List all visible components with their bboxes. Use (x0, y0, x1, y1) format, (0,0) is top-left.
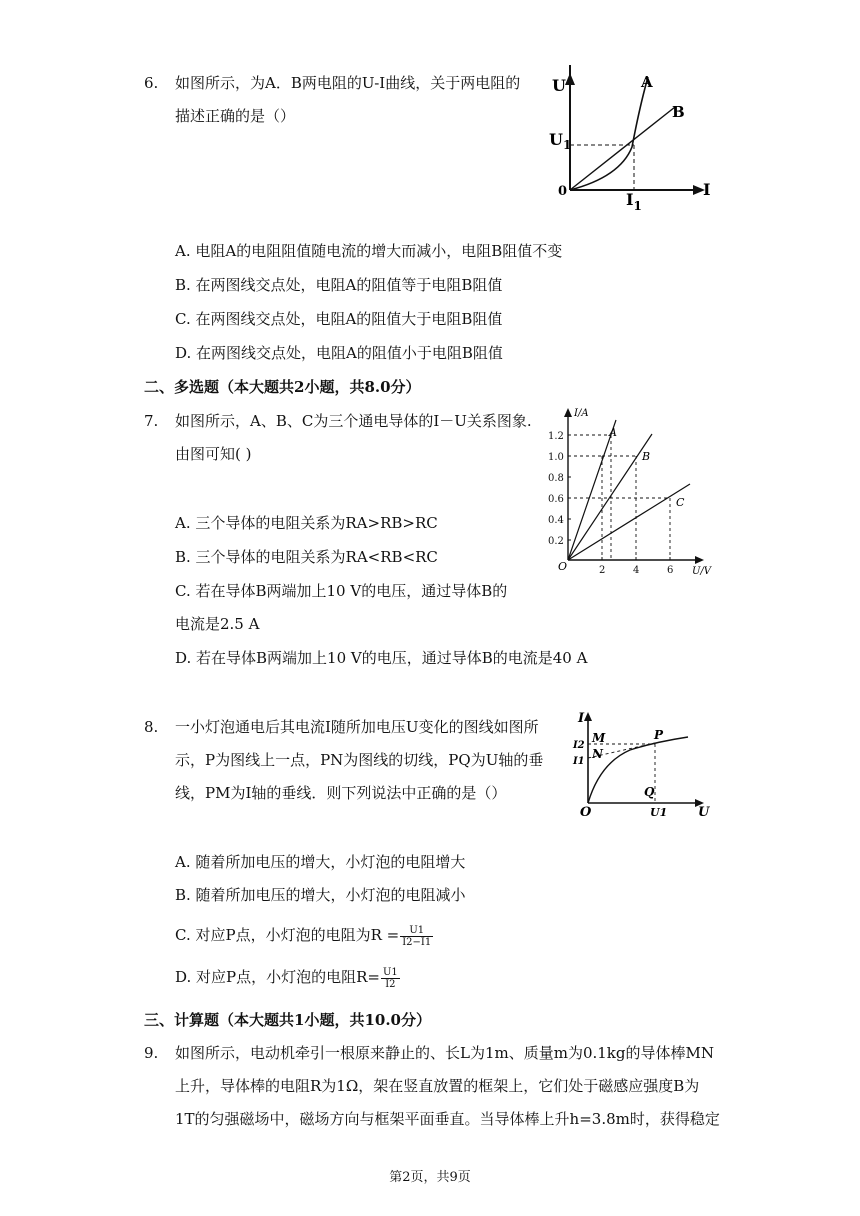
q8-option-c-text: C. 对应P点，小灯泡的电阻为R = (175, 926, 400, 944)
q9-text-line2: 上升，导体棒的电阻R为1Ω，架在竖直放置的框架上，它们处于磁感应强度B为 (175, 1077, 700, 1095)
q7-option-a: A. 三个导体的电阻关系为RA>RB>RC (175, 514, 438, 532)
section-multiple-choice-title: 二、多选题（本大题共2小题，共8.0分） (144, 378, 421, 396)
q6-line-b-label: B (672, 103, 685, 121)
section-calculation-title: 三、计算题（本大题共1小题，共10.0分） (144, 1011, 431, 1029)
q7-line-a-label: A (609, 426, 617, 439)
q8-x-axis-label: U (698, 805, 710, 820)
q8-p-label: P (654, 728, 664, 742)
q7-line-c-label: C (676, 496, 685, 509)
q7-y-axis-label: I/A (574, 408, 589, 419)
q7-iu-graph (540, 402, 720, 577)
q7-xtick-2: 2 (599, 565, 606, 576)
q7-ytick-1-2: 1.2 (548, 431, 564, 442)
q8-y-axis-label: I (578, 711, 585, 726)
q7-ytick-0-6: 0.6 (548, 494, 564, 505)
q7-ytick-0-2: 0.2 (548, 536, 564, 547)
q7-xtick-6: 6 (667, 565, 674, 576)
q7-line-b-label: B (642, 450, 651, 463)
q8-text-line3: 线，PM为I轴的垂线．则下列说法中正确的是（） (175, 784, 507, 802)
q6-x-axis-label: I (703, 180, 711, 199)
q6-text-line1: 如图所示，为A．B两电阻的U-I曲线，关于两电阻的 (175, 74, 521, 92)
q8-option-a: A. 随着所加电压的增大，小灯泡的电阻增大 (175, 853, 466, 871)
q8-option-c (175, 922, 434, 948)
q8-q-label: Q (644, 785, 655, 799)
q8-m-label: M (592, 731, 606, 745)
q8-iu-graph (570, 708, 715, 823)
q6-y-axis-label: U (552, 76, 566, 95)
q7-option-d: D. 若在导体B两端加上10 V的电压，通过导体B的电流是40 A (175, 649, 588, 667)
q9-number: 9. (144, 1044, 159, 1062)
q7-option-b: B. 三个导体的电阻关系为RA<RB<RC (175, 548, 438, 566)
q6-i1-label: $I_1$ (626, 190, 642, 213)
q8-i1-label: I1 (573, 756, 585, 767)
q6-number: 6. (144, 74, 159, 92)
q8-i2-label: I2 (573, 740, 585, 751)
q7-ytick-0-8: 0.8 (548, 473, 564, 484)
q8-option-c-fraction: $\frac{U1}{I2-I1}$ (402, 924, 432, 948)
q6-text-line2: 描述正确的是（） (175, 107, 296, 125)
q6-option-b: B. 在两图线交点处，电阻A的阻值等于电阻B阻值 (175, 276, 503, 294)
q7-origin-label: O (558, 560, 568, 573)
q7-text-line2: 由图可知( ) (175, 445, 252, 463)
q7-xtick-4: 4 (633, 565, 640, 576)
q7-number: 7. (144, 412, 159, 430)
q7-x-axis-label: U/V (692, 566, 712, 577)
q7-text-line1: 如图所示，A、B、C为三个通电导体的I－U关系图象. (175, 412, 532, 430)
q6-u1-label: $U_1$ (549, 130, 572, 152)
q7-ytick-0-4: 0.4 (548, 515, 564, 526)
q6-option-a: A. 电阻A的电阻阻值随电流的增大而减小，电阻B阻值不变 (175, 242, 563, 260)
q8-option-d-fraction: $\frac{U1}{I2}$ (382, 966, 398, 990)
q7-option-c: C. 若在导体B两端加上10 V的电压，通过导体B的 (175, 582, 508, 600)
q6-curve-a-label: A (641, 73, 653, 91)
q6-option-c: C. 在两图线交点处，电阻A的阻值大于电阻B阻值 (175, 310, 503, 328)
q8-n-label: N (592, 747, 603, 761)
q7-ytick-1-0: 1.0 (548, 452, 564, 463)
q7-option-c-cont: 电流是2.5 A (175, 615, 260, 633)
page-number-footer: 第2页，共9页 (389, 1170, 471, 1185)
q6-option-d: D. 在两图线交点处，电阻A的阻值小于电阻B阻值 (175, 344, 503, 362)
q8-text-line2: 示，P为图线上一点，PN为图线的切线，PQ为U轴的垂 (175, 751, 544, 769)
q6-origin-label: 0 (558, 184, 568, 199)
q8-option-b: B. 随着所加电压的增大，小灯泡的电阻减小 (175, 886, 466, 904)
q8-option-d-text: D. 对应P点，小灯泡的电阻R= (175, 968, 380, 986)
q8-text-line1: 一小灯泡通电后其电流I随所加电压U变化的图线如图所 (175, 718, 539, 736)
q9-text-line1: 如图所示，电动机牵引一根原来静止的、长L为1m、质量m为0.1kg的导体棒MN (175, 1044, 714, 1062)
q8-u1-label: U1 (650, 806, 668, 819)
q8-origin-label: O (580, 805, 592, 820)
q8-option-d (175, 964, 401, 990)
q9-text-line3: 1T的匀强磁场中，磁场方向与框架平面垂直。当导体棒上升h=3.8m时，获得稳定 (175, 1110, 720, 1128)
q8-number: 8. (144, 718, 159, 736)
q6-ui-graph (540, 65, 720, 215)
